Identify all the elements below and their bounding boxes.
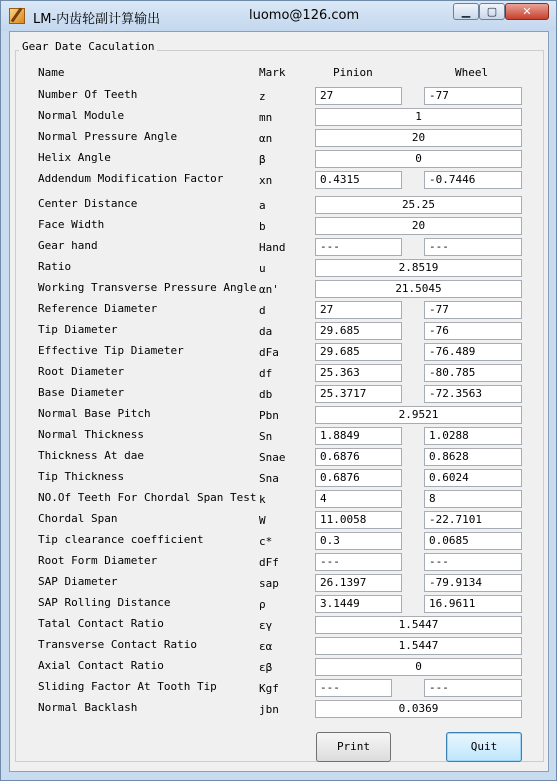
window-title: LM-内齿轮副计算输出 <box>33 12 161 27</box>
wheel-field[interactable]: 0.6024 <box>424 469 522 487</box>
pinion-field[interactable]: 0.3 <box>315 532 402 550</box>
row-mark: Hand <box>259 241 286 254</box>
wheel-field[interactable]: -77 <box>424 301 522 319</box>
pinion-field[interactable]: 29.685 <box>315 322 402 340</box>
row-mark: ρ <box>259 598 266 611</box>
row-mark: Snae <box>259 451 286 464</box>
wheel-field[interactable]: -76 <box>424 322 522 340</box>
row-label: Tatal Contact Ratio <box>38 617 164 630</box>
pinion-field[interactable]: 3.1449 <box>315 595 402 613</box>
header-pinion: Pinion <box>333 66 373 79</box>
row-mark: εα <box>259 640 273 653</box>
row-mark: Pbn <box>259 409 279 422</box>
value-field[interactable]: 1 <box>315 108 522 126</box>
row-label: Thickness At dae <box>38 449 144 462</box>
header-mark: Mark <box>259 66 286 79</box>
pinion-field[interactable]: 0.6876 <box>315 469 402 487</box>
row-mark: c* <box>259 535 273 548</box>
row-label: Sliding Factor At Tooth Tip <box>38 680 217 693</box>
row-label: Axial Contact Ratio <box>38 659 164 672</box>
quit-button[interactable]: Quit <box>446 732 522 762</box>
value-field[interactable]: 2.9521 <box>315 406 522 424</box>
wheel-field[interactable]: --- <box>424 679 522 697</box>
pinion-field[interactable]: 4 <box>315 490 402 508</box>
row-label: Tip Thickness <box>38 470 125 483</box>
minimize-button[interactable] <box>453 3 479 20</box>
row-mark: da <box>259 325 273 338</box>
close-icon: ✕ <box>522 5 532 18</box>
window-email: luomo@126.com <box>249 8 360 23</box>
pinion-field[interactable]: 1.8849 <box>315 427 402 445</box>
pinion-field[interactable]: 0.4315 <box>315 171 402 189</box>
header-wheel: Wheel <box>455 66 489 79</box>
row-mark: mn <box>259 111 273 124</box>
row-label: Gear hand <box>38 239 98 252</box>
wheel-field[interactable]: -72.3563 <box>424 385 522 403</box>
minimize-icon: ▁ <box>461 5 471 18</box>
row-label: Normal Module <box>38 109 125 122</box>
row-mark: Sna <box>259 472 279 485</box>
row-label: Tip clearance coefficient <box>38 533 204 546</box>
row-mark: εγ <box>259 619 273 632</box>
row-label: NO.Of Teeth For Chordal Span Test <box>38 491 257 504</box>
maximize-icon: ▢ <box>486 5 498 18</box>
row-mark: d <box>259 304 266 317</box>
row-label: Addendum Modification Factor <box>38 172 224 185</box>
pinion-field[interactable]: --- <box>315 553 402 571</box>
pinion-field[interactable]: 0.6876 <box>315 448 402 466</box>
row-mark: Sn <box>259 430 273 443</box>
row-label: Root Diameter <box>38 365 125 378</box>
wheel-field[interactable]: --- <box>424 553 522 571</box>
row-mark: b <box>259 220 266 233</box>
value-field[interactable]: 1.5447 <box>315 616 522 634</box>
row-label: SAP Rolling Distance <box>38 596 171 609</box>
row-mark: jbn <box>259 703 279 716</box>
row-mark: xn <box>259 174 273 187</box>
header-name: Name <box>38 66 65 79</box>
pinion-field[interactable]: 27 <box>315 87 402 105</box>
pinion-field[interactable]: 11.0058 <box>315 511 402 529</box>
row-label: Chordal Span <box>38 512 118 525</box>
pinion-field[interactable]: 25.363 <box>315 364 402 382</box>
row-mark: εβ <box>259 661 273 674</box>
value-field[interactable]: 21.5045 <box>315 280 522 298</box>
wheel-field[interactable]: -76.489 <box>424 343 522 361</box>
wheel-field[interactable]: -80.785 <box>424 364 522 382</box>
pinion-field[interactable]: --- <box>315 238 402 256</box>
row-label: Base Diameter <box>38 386 125 399</box>
wheel-field[interactable]: 1.0288 <box>424 427 522 445</box>
pinion-field[interactable]: 26.1397 <box>315 574 402 592</box>
row-label: Reference Diameter <box>38 302 158 315</box>
row-label: Effective Tip Diameter <box>38 344 184 357</box>
close-button[interactable] <box>505 3 549 20</box>
wheel-field[interactable]: -22.7101 <box>424 511 522 529</box>
row-mark: sap <box>259 577 279 590</box>
row-label: Number Of Teeth <box>38 88 138 101</box>
row-mark: db <box>259 388 273 401</box>
wheel-field[interactable]: 0.0685 <box>424 532 522 550</box>
row-label: Root Form Diameter <box>38 554 158 567</box>
wheel-field[interactable]: 16.9611 <box>424 595 522 613</box>
row-mark: W <box>259 514 266 527</box>
row-label: SAP Diameter <box>38 575 118 588</box>
row-mark: u <box>259 262 266 275</box>
wheel-field[interactable]: -77 <box>424 87 522 105</box>
row-label: Face Width <box>38 218 105 231</box>
pinion-field[interactable]: 25.3717 <box>315 385 402 403</box>
group-title: Gear Date Caculation <box>19 40 157 53</box>
wheel-field[interactable]: 0.8628 <box>424 448 522 466</box>
row-label: Helix Angle <box>38 151 111 164</box>
pinion-field[interactable]: 27 <box>315 301 402 319</box>
row-label: Tip Diameter <box>38 323 118 336</box>
value-field[interactable]: 25.25 <box>315 196 522 214</box>
row-label: Working Transverse Pressure Angle <box>38 281 257 294</box>
row-mark: dFf <box>259 556 279 569</box>
value-field[interactable]: 20 <box>315 129 522 147</box>
value-field[interactable]: 0 <box>315 150 522 168</box>
pinion-field[interactable]: --- <box>315 679 392 697</box>
title-bar[interactable] <box>1 1 556 31</box>
pinion-field[interactable]: 29.685 <box>315 343 402 361</box>
value-field[interactable]: 20 <box>315 217 522 235</box>
row-mark: αn' <box>259 283 279 296</box>
row-mark: β <box>259 153 266 166</box>
wheel-field[interactable]: -79.9134 <box>424 574 522 592</box>
value-field[interactable]: 1.5447 <box>315 637 522 655</box>
value-field[interactable]: 0 <box>315 658 522 676</box>
print-button[interactable]: Print <box>316 732 391 762</box>
wheel-field[interactable]: 8 <box>424 490 522 508</box>
row-mark: dFa <box>259 346 279 359</box>
row-mark: αn <box>259 132 273 145</box>
value-field[interactable]: 0.0369 <box>315 700 522 718</box>
row-mark: Kgf <box>259 682 279 695</box>
row-label: Transverse Contact Ratio <box>38 638 197 651</box>
row-label: Normal Backlash <box>38 701 138 714</box>
wheel-field[interactable]: -0.7446 <box>424 171 522 189</box>
row-mark: a <box>259 199 266 212</box>
row-mark: df <box>259 367 273 380</box>
row-label: Normal Pressure Angle <box>38 130 178 143</box>
row-label: Ratio <box>38 260 72 273</box>
wheel-field[interactable]: --- <box>424 238 522 256</box>
row-label: Center Distance <box>38 197 138 210</box>
app-icon <box>9 8 25 24</box>
row-label: Normal Base Pitch <box>38 407 151 420</box>
row-label: Normal Thickness <box>38 428 144 441</box>
row-mark: k <box>259 493 266 506</box>
row-mark: z <box>259 90 266 103</box>
maximize-button[interactable] <box>479 3 505 20</box>
value-field[interactable]: 2.8519 <box>315 259 522 277</box>
